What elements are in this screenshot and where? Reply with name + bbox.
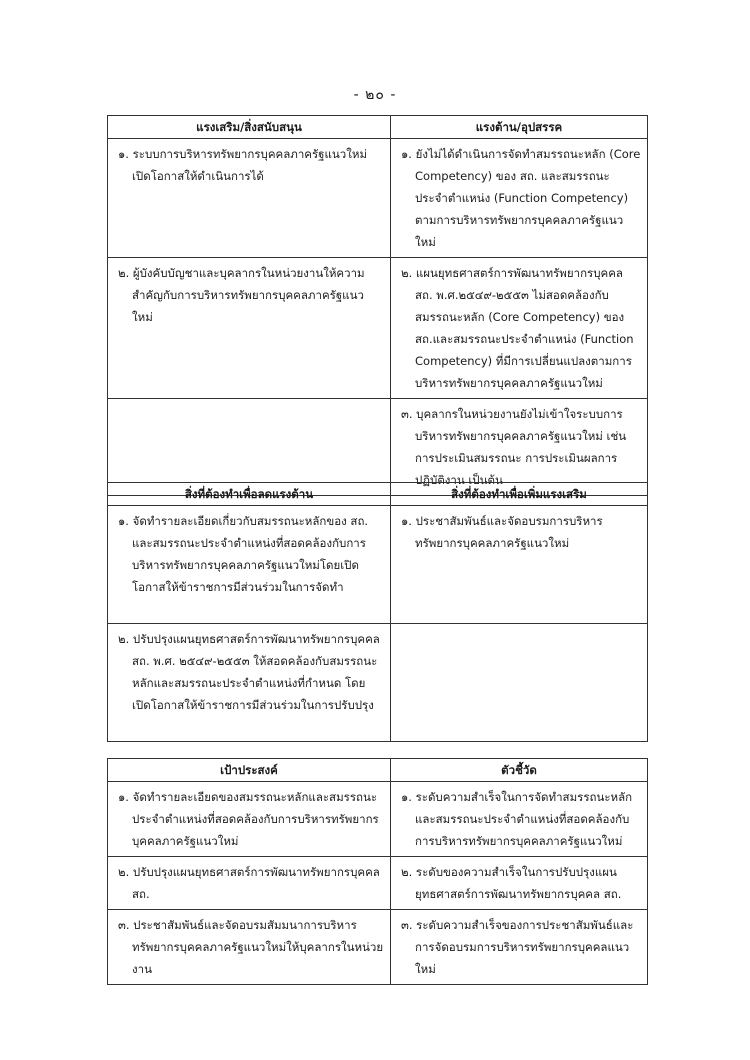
header-indicators: ตัวชี้วัด xyxy=(391,759,648,782)
table-cell: ๑. ระดับความสำเร็จในการจัดทำสมรรถนะหลักและสมรรถนะประจำตำแหน่งที่สอดคล้องกับการบริหารทรัพยากรบุคคลภาครัฐแนวใหม่ xyxy=(391,782,648,857)
table-row xyxy=(108,139,648,258)
table-cell: ๒. ปรับปรุงแผนยุทธศาสตร์การพัฒนาทรัพยากรบุคคล สถ. xyxy=(108,857,391,910)
table-cell: ๑. จัดทำรายละเอียดของสมรรถนะหลักและสมรรถนะประจำตำแหน่งที่สอดคล้องกับการบริหารทรัพยากรบุคคลภาครัฐแนวใหม่ xyxy=(108,782,391,857)
table-row xyxy=(108,857,648,910)
table-cell xyxy=(391,624,648,742)
table-row xyxy=(108,258,648,399)
header-goals: เป้าประสงค์ xyxy=(108,759,391,782)
table-cell: ๒. ผู้บังคับบัญชาและบุคลากรในหน่วยงานให้ความสำคัญกับการบริหารทรัพยากรบุคคลภาครัฐแนวใหม่ xyxy=(108,258,391,399)
table-cell: ๓. ระดับความสำเร็จของการประชาสัมพันธ์และการจัดอบรมการบริหารทรัพยากรบุคคลแนวใหม่ xyxy=(391,910,648,985)
header-supporting-forces: แรงเสริม/สิ่งสนับสนุน xyxy=(108,116,391,139)
goals-indicators-table xyxy=(107,758,648,985)
header-resisting-forces: แรงต้าน/อุปสรรค xyxy=(391,116,648,139)
table-cell: ๑. จัดทำรายละเอียดเกี่ยวกับสมรรถนะหลักของ สถ. และสมรรถนะประจำตำแหน่งที่สอดคล้องกับการบริหารทรัพยากรบุคคลภาครัฐแนวใหม่โดยเปิดโอกาสให้ข้าราชการมีส่วนร่วมในการจัดทำ xyxy=(108,506,391,624)
table-row xyxy=(108,910,648,985)
table-cell: ๑. ยังไม่ได้ดำเนินการจัดทำสมรรถนะหลัก (Core Competency) ของ สถ. และสมรรถนะประจำตำแหน่ง (Function Competency) ตามการบริหารทรัพยากรบุคคลภาครัฐแนวใหม่ xyxy=(391,139,648,258)
forces-table xyxy=(107,115,648,496)
table-header-row xyxy=(108,116,648,139)
table-header-row xyxy=(108,759,648,782)
table-row xyxy=(108,782,648,857)
table-header-row xyxy=(108,483,648,506)
table-cell: ๑. ระบบการบริหารทรัพยากรบุคคลภาครัฐแนวใหม่เปิดโอกาสให้ดำเนินการได้ xyxy=(108,139,391,258)
page-number: - ๒๐ - xyxy=(353,87,397,103)
table-row xyxy=(108,624,648,742)
actions-table xyxy=(107,482,648,742)
table-cell: ๑. ประชาสัมพันธ์และจัดอบรมการบริหารทรัพยากรบุคคลภาครัฐแนวใหม่ xyxy=(391,506,648,624)
table-cell xyxy=(108,399,391,496)
header-increase-support: สิ่งที่ต้องทำเพื่อเพิ่มแรงเสริม xyxy=(391,483,648,506)
table-cell: ๓. ประชาสัมพันธ์และจัดอบรมสัมมนาการบริหารทรัพยากรบุคคลภาครัฐแนวใหม่ให้บุคลากรในหน่วยงาน xyxy=(108,910,391,985)
table-cell: ๒. ปรับปรุงแผนยุทธศาสตร์การพัฒนาทรัพยากรบุคคล สถ. พ.ศ. ๒๕๔๙-๒๕๕๓ ให้สอดคล้องกับสมรรถนะหลักและสมรรถนะประจำตำแหน่งที่กำหนด โดยเปิดโอกาสให้ข้าราชการมีส่วนร่วมในการปรับปรุง xyxy=(108,624,391,742)
table-cell: ๒. แผนยุทธศาสตร์การพัฒนาทรัพยากรบุคคล สถ. พ.ศ.๒๕๔๙-๒๕๕๓ ไม่สอดคล้องกับสมรรถนะหลัก (Core Competency) ของ สถ.และสมรรถนะประจำตำแหน่ง (Function Competency) ที่มีการเปลี่ยนแปลงตามการบริหารทรัพยากรบุคคลภาครัฐแนวใหม่ xyxy=(391,258,648,399)
table-cell: ๒. ระดับของความสำเร็จในการปรับปรุงแผนยุทธศาสตร์การพัฒนาทรัพยากรบุคคล สถ. xyxy=(391,857,648,910)
header-reduce-resistance: สิ่งที่ต้องทำเพื่อลดแรงต้าน xyxy=(108,483,391,506)
table-cell: ๓. บุคลากรในหน่วยงานยังไม่เข้าใจระบบการบริหารทรัพยากรบุคคลภาครัฐแนวใหม่ เช่น การประเมินสมรรถนะ การประเมินผลการปฏิบัติงาน เป็นต้น xyxy=(391,399,648,496)
table-row xyxy=(108,399,648,496)
table-row xyxy=(108,506,648,624)
